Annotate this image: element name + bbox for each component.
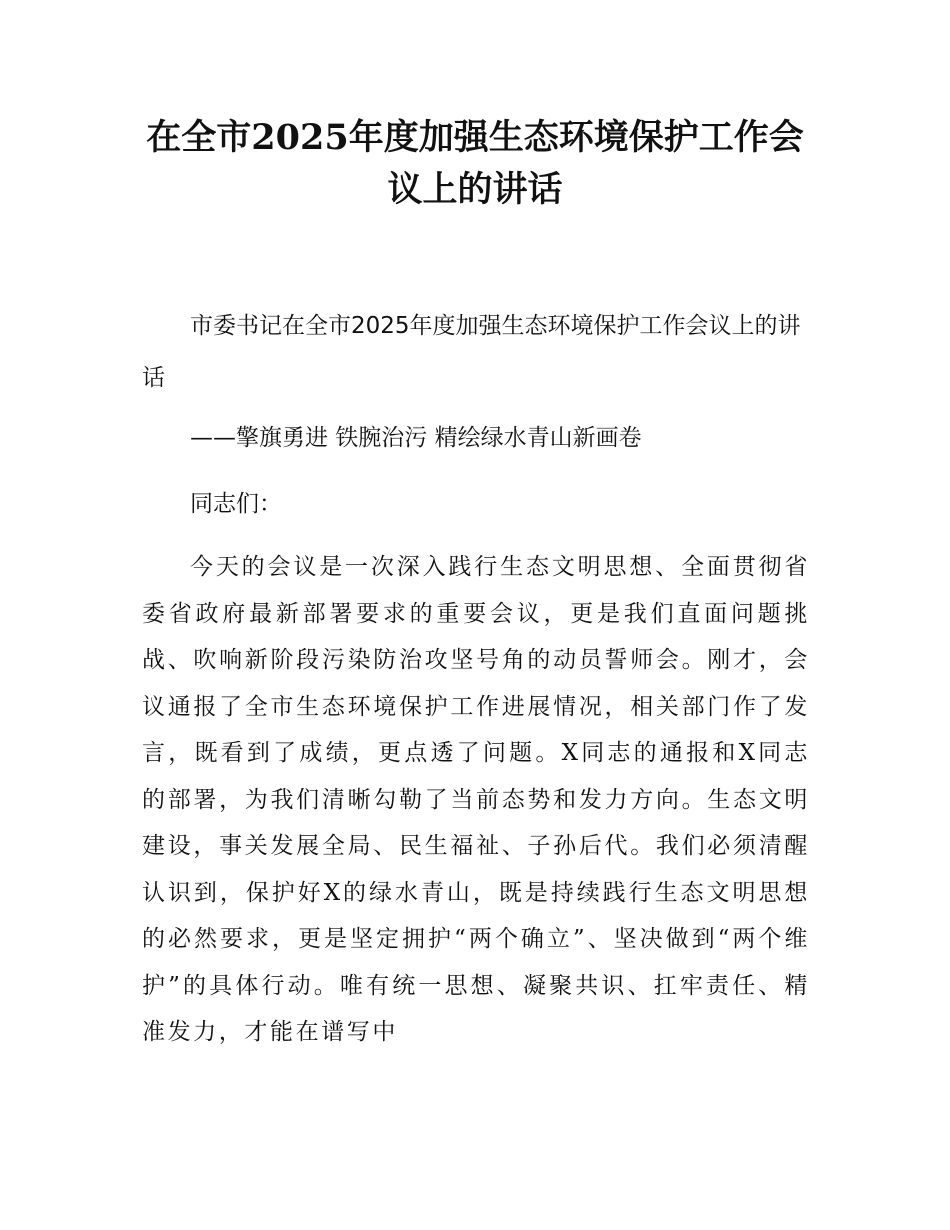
document-subtitle: 市委书记在全市2025年度加强生态环境保护工作会议上的讲话 bbox=[142, 313, 801, 391]
greeting: 同志们： bbox=[190, 491, 282, 517]
body-paragraph: 今天的会议是一次深入践行生态文明思想、全面贯彻省委省政府最新部署要求的重要会议，更是我们直面问题挑战、吹响新阶段污染防治攻坚号角的动员誓师会。刚才，会议通报了全市生态环境保护工作进展情况，相关部门作了发言，既看到了成绩，更点透了问题。X同志的通报和X同志的部署，为我们清晰勾勒了当前态势和发力方向。生态文明建设，事关发展全局、民生福祉、子孙后代。我们必须清醒认识到，保护好X的绿水青山，既是持续践行生态文明思想的必然要求，更是坚定拥护“两个确立”、坚决做到“两个维护”的具体行动。唯有统一思想、凝聚共识、扛牢责任、精准发力，才能在谱写中 bbox=[142, 554, 810, 1045]
document-title: 在全市2025年度加强生态环境保护工作会议上的讲话 bbox=[146, 117, 804, 210]
document-tagline: ——擎旗勇进 铁腕治污 精绘绿水青山新画卷 bbox=[190, 425, 642, 451]
